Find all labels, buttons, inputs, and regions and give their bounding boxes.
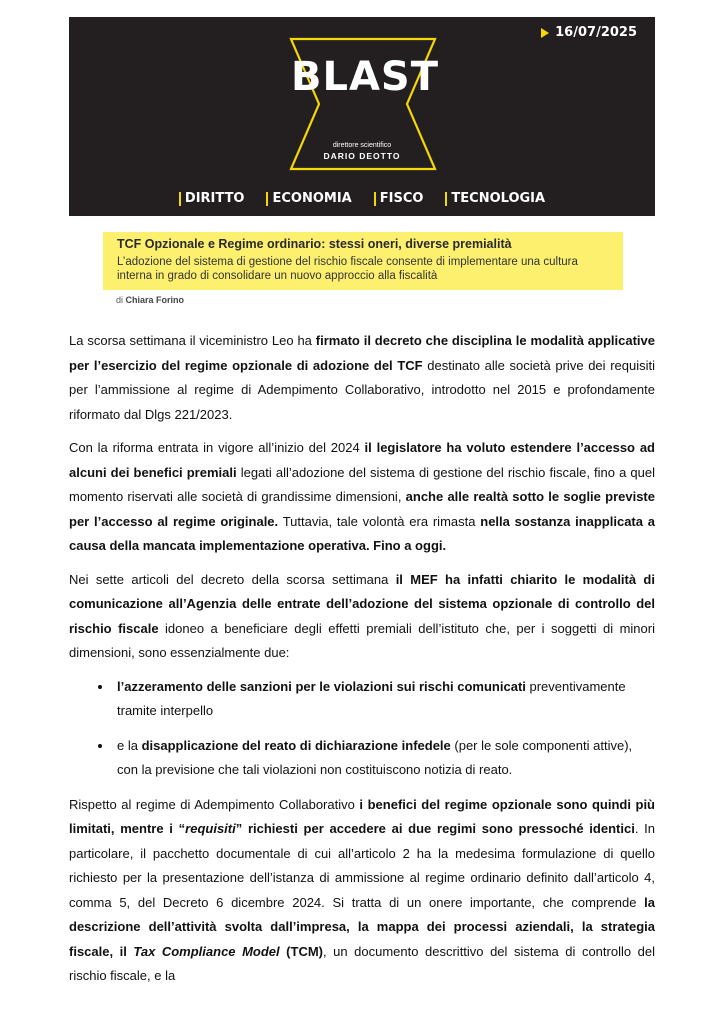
paragraph-3: Nei sette articoli del decreto della scorsa settimana il MEF ha infatti chiarito le modalità di comunicazione all’Agenzia delle entrate dell’adozione del sistema opzionale di controllo del rischio fiscale idoneo a beneficiare degli effetti premiali dell’istituto che, per i soggetti di minori dimensioni, sono essenzialmente due: (69, 571, 655, 660)
article-summary: L’adozione del sistema di gestione del rischio fiscale consente di implementare una cultura interna in grado di consolidare un nuovo approccio alla fiscalità (117, 256, 578, 282)
editor-label: direttore scientifico (332, 142, 392, 149)
nav-bar-icon (179, 192, 181, 206)
article-callout (103, 232, 623, 290)
play-triangle-icon (541, 28, 549, 38)
nav-item-economia[interactable]: ECONOMIA (266, 191, 351, 206)
nav-item-tecnologia[interactable]: TECNOLOGIA (445, 191, 545, 206)
paragraph-2: Con la riforma entrata in vigore all’inizio del 2024 il legislatore ha voluto estendere l’accesso ad alcuni dei benefici premiali legati all’adozione del sistema di gestione del rischio fiscale, fino a quel momento riservati alle società di grandissime dimensioni, anche alle realtà sotto le soglie previste per l’accesso al regime originale. Tuttavia, tale volontà era rimasta nella sostanza inapplicata a causa della mancata implementazione operativa. Fino a oggi. (69, 440, 655, 553)
paragraph-4: Rispetto al regime di Adempimento Collaborativo i benefici del regime opzionale sono quindi più limitati, mentre i “requisiti” richiesti per accedere ai due regimi sono pressoché identici. In particolare, il pacchetto documentale di cui all’articolo 2 ha la medesima formulazione di quello richiesto per la presentazione dell’istanza di ammissione al regime ordinario definito dall’articolo 4, comma 5, del Decreto 6 dicembre 2024. Si tratta di un onere importante, che comprende la descrizione dell’attività svolta dall’impresa, la mappa dei processi aziendali, la strategia fiscale, il Tax Compliance Model (TCM), un documento descrittivo del sistema di controllo del rischio fiscale, e la (69, 796, 655, 983)
list-item: • l’azzeramento delle sanzioni per le violazioni sui rischi comunicati preventivamente tramite interpello (113, 675, 655, 724)
nav-item-fisco[interactable]: FISCO (374, 191, 424, 206)
editor-name: DARIO DEOTTO (323, 151, 401, 161)
nav-bar-icon (445, 192, 447, 206)
article-title: TCF Opzionale e Regime ordinario: stessi oneri, diverse premialità (117, 237, 512, 251)
nav-bar-icon (266, 192, 268, 206)
list-item: • e la disapplicazione del reato di dichiarazione infedele (per le sole componenti attive), con la previsione che tali violazioni non costituiscono notizia di reato. (113, 734, 655, 783)
nav-bar-icon (374, 192, 376, 206)
nav-item-diritto[interactable]: DIRITTO (179, 191, 245, 206)
article-body (69, 329, 655, 998)
blast-logo[interactable]: BLAST (291, 54, 440, 100)
byline: di Chiara Forino (116, 295, 185, 305)
author-name: Chiara Forino (125, 295, 185, 305)
paragraph-1: La scorsa settimana il viceministro Leo ha firmato il decreto che disciplina le modalità applicative per l’esercizio del regime opzionale di adozione del TCF destinato alle società prive dei requisiti per l’ammissione al regime di Adempimento Collaborativo, introdotto nel 2015 e profondamente riformato dal Dlgs 221/2023. (69, 333, 655, 422)
section-nav (69, 191, 655, 206)
issue-date-text: 16/07/2025 (555, 25, 637, 40)
masthead (69, 17, 655, 216)
issue-date (541, 25, 637, 40)
benefits-list (69, 675, 655, 783)
